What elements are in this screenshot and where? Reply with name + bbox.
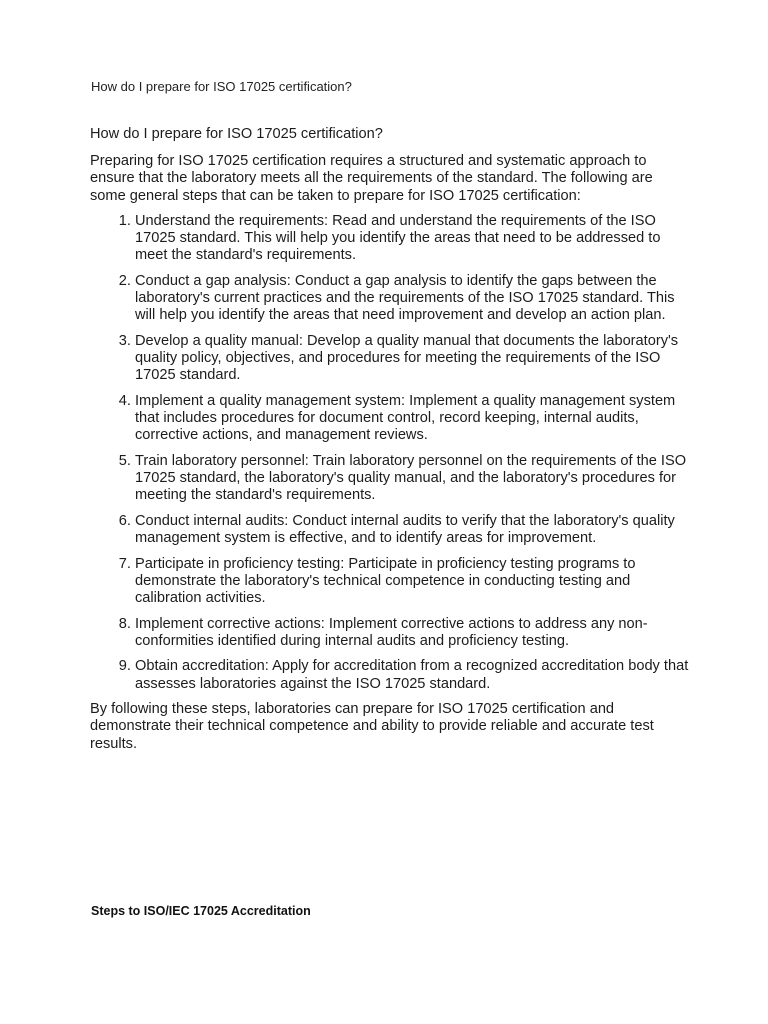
intro-paragraph: Preparing for ISO 17025 certification requires a structured and systematic approach to ensure that the laboratory meets all the requirements of the standard. The following are some general steps that can be taken to prepare for ISO 17025 certification: [90, 153, 653, 204]
list-item: 4. Implement a quality management system: Implement a quality management system that includes procedures for document control, record keeping, internal audits, corrective actions, and management reviews. [135, 393, 690, 445]
list-item: 8. Implement corrective actions: Implement corrective actions to address any non-conformities identified during internal audits and proficiency testing. [135, 616, 690, 650]
accreditation-heading: Steps to ISO/IEC 17025 Accreditation [91, 904, 311, 918]
section-heading: How do I prepare for ISO 17025 certification? [90, 126, 383, 142]
list-item: 1. Understand the requirements: Read and understand the requirements of the ISO 17025 standard. This will help you identify the areas that need to be addressed to meet the standard's requirements. [135, 213, 690, 265]
list-item: 9. Obtain accreditation: Apply for accreditation from a recognized accreditation body that assesses laboratories against the ISO 17025 standard. [135, 658, 690, 692]
list-item: 5. Train laboratory personnel: Train laboratory personnel on the requirements of the ISO 17025 standard, the laboratory's quality manual, and the laboratory's procedures for meeting the standard's requirements. [135, 453, 690, 505]
conclusion-paragraph: By following these steps, laboratories can prepare for ISO 17025 certification and demonstrate their technical competence and ability to provide reliable and accurate test results. [90, 701, 654, 752]
document-body [90, 126, 690, 753]
list-item: 3. Develop a quality manual: Develop a quality manual that documents the laboratory's quality policy, objectives, and procedures for meeting the requirements of the ISO 17025 standard. [135, 333, 690, 385]
list-item: 6. Conduct internal audits: Conduct internal audits to verify that the laboratory's quality management system is effective, and to identify areas for improvement. [135, 513, 690, 547]
list-item: 7. Participate in proficiency testing: Participate in proficiency testing programs to demonstrate the laboratory's technical competence in conducting testing and calibration activities. [135, 556, 690, 608]
list-item: 2. Conduct a gap analysis: Conduct a gap analysis to identify the gaps between the laboratory's current practices and the requirements of the ISO 17025 standard. This will help you identify the areas that need improvement and develop an action plan. [135, 273, 690, 325]
document-title: How do I prepare for ISO 17025 certification? [91, 79, 352, 94]
steps-list [90, 213, 690, 693]
